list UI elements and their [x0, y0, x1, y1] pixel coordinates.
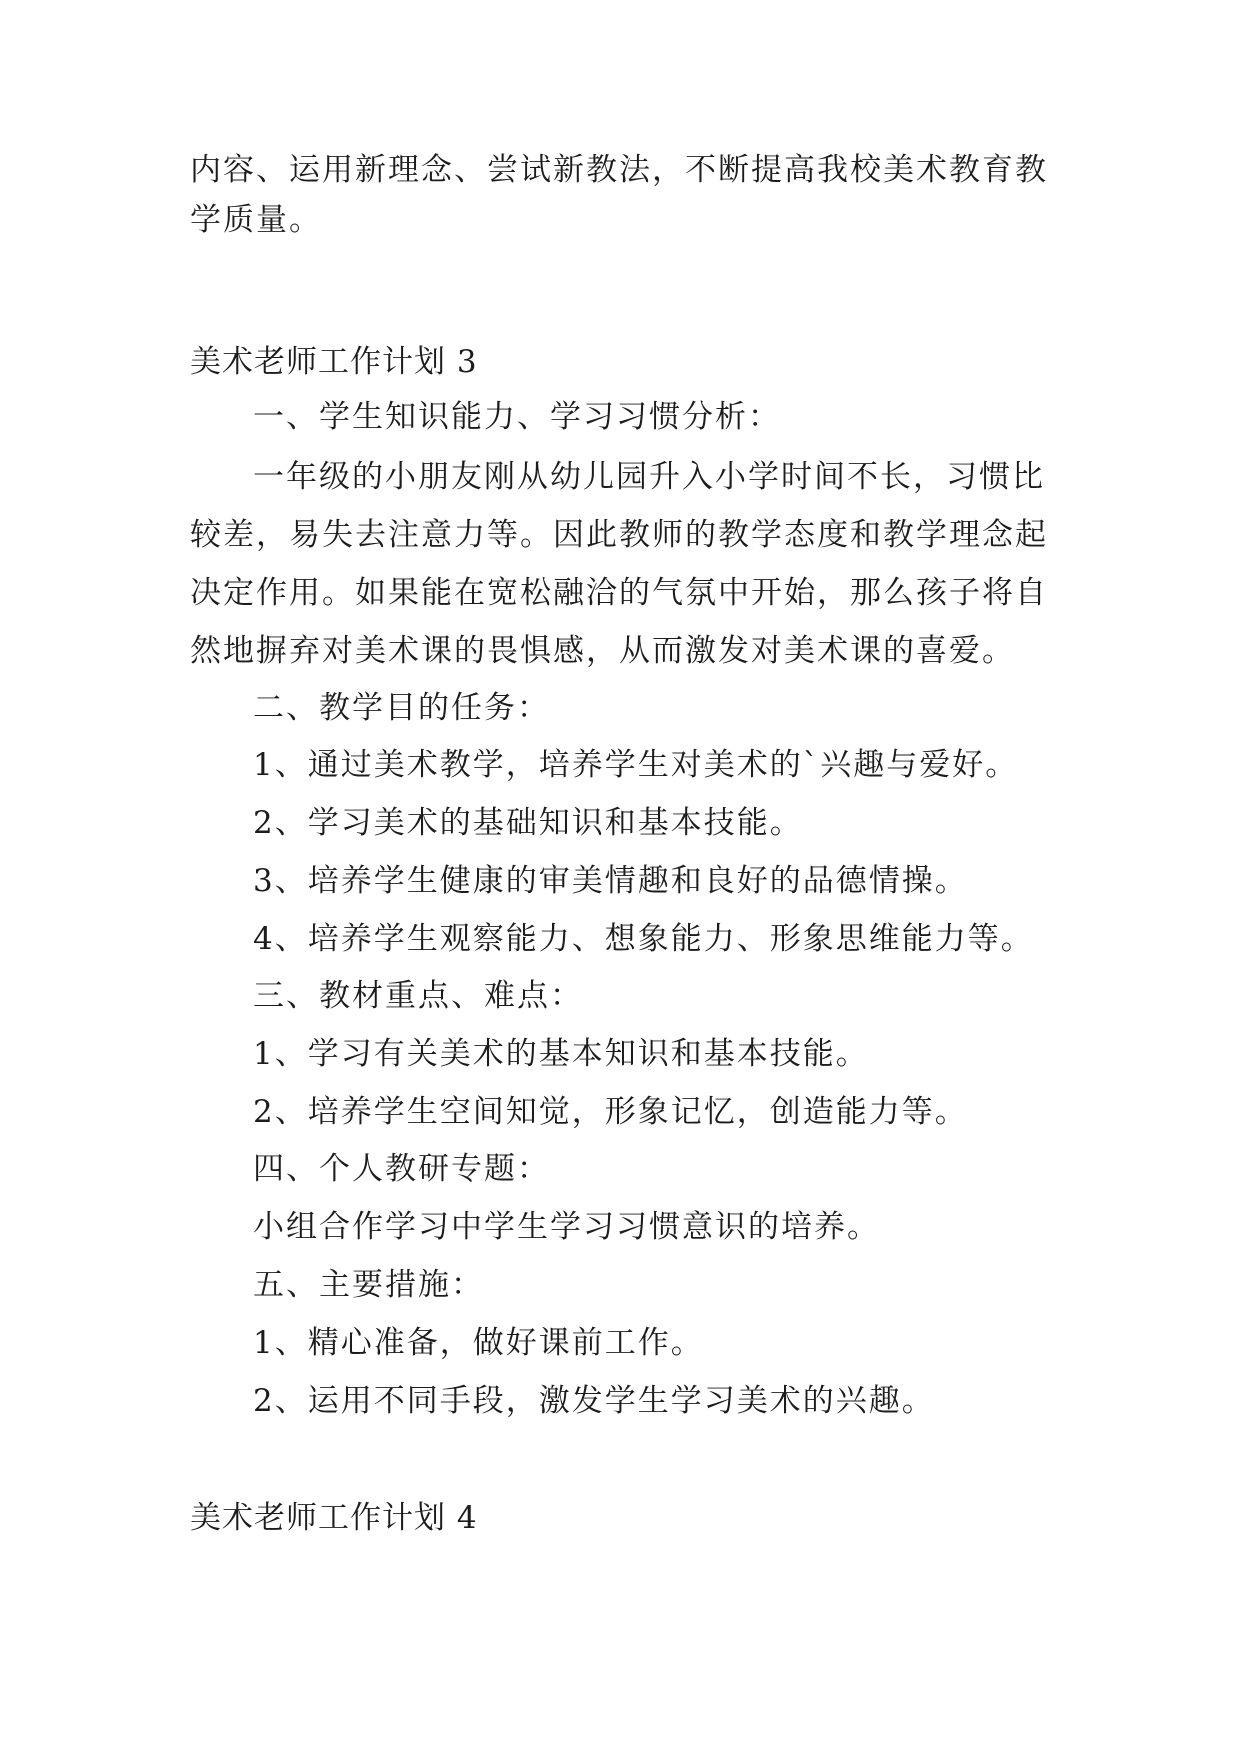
list-item: 3、培养学生健康的审美情趣和良好的品德情操。	[253, 863, 968, 899]
subsection-title-2: 二、教学目的任务：	[253, 690, 550, 726]
subsection-title-1: 一、学生知识能力、学习习惯分析：	[253, 399, 781, 435]
list-item: 2、培养学生空间知觉，形象记忆，创造能力等。	[253, 1094, 968, 1130]
subsection-title-4: 四、个人教研专题：	[253, 1151, 550, 1187]
list-item: 1、学习有关美术的基本知识和基本技能。	[253, 1036, 869, 1072]
paragraph-line: 较差，易失去注意力等。因此教师的教学态度和教学理念起	[190, 517, 1048, 553]
list-item: 2、运用不同手段，激发学生学习美术的兴趣。	[253, 1383, 935, 1419]
subsection-title-3: 三、教材重点、难点：	[253, 978, 583, 1014]
continuation-line-2: 学质量。	[190, 202, 322, 238]
paragraph-line: 然地摒弃对美术课的畏惧感，从而激发对美术课的喜爱。	[190, 633, 1015, 669]
section-heading-3: 美术老师工作计划 3	[190, 344, 478, 380]
list-item: 1、通过美术教学，培养学生对美术的`兴趣与爱好。	[253, 747, 1019, 783]
section-heading-4: 美术老师工作计划 4	[190, 1500, 478, 1536]
list-item: 1、精心准备，做好课前工作。	[253, 1325, 704, 1361]
continuation-line-1: 内容、运用新理念、尝试新教法，不断提高我校美术教育教	[190, 152, 1048, 188]
paragraph-line: 小组合作学习中学生学习习惯意识的培养。	[253, 1209, 880, 1245]
paragraph-line: 决定作用。如果能在宽松融洽的气氛中开始，那么孩子将自	[190, 575, 1048, 611]
paragraph-line: 一年级的小朋友刚从幼儿园升入小学时间不长，习惯比	[253, 459, 1045, 495]
subsection-title-5: 五、主要措施：	[253, 1267, 484, 1303]
list-item: 2、学习美术的基础知识和基本技能。	[253, 805, 803, 841]
list-item: 4、培养学生观察能力、想象能力、形象思维能力等。	[253, 921, 1034, 957]
